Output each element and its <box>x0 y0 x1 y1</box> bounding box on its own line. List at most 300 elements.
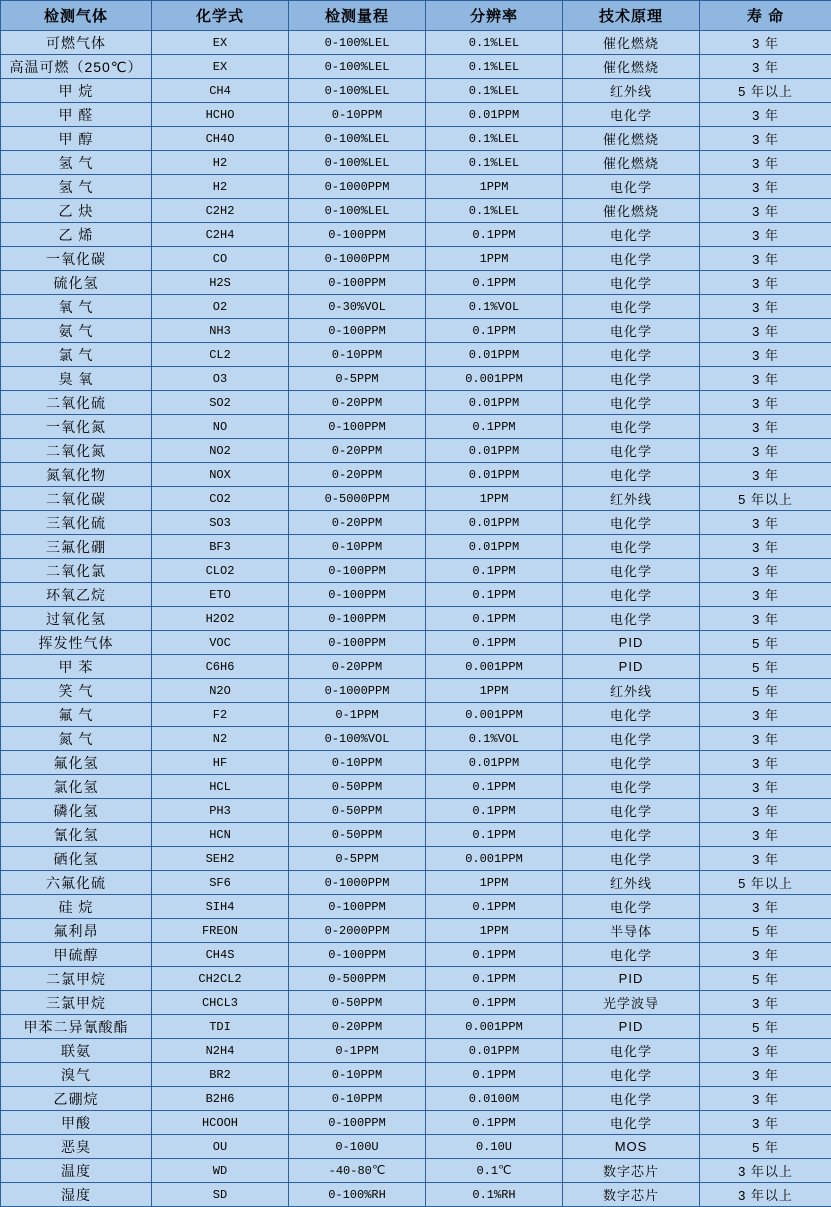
cell-range: 0-100PPM <box>289 631 426 655</box>
cell-range: 0-10PPM <box>289 1087 426 1111</box>
cell-formula: NH3 <box>152 319 289 343</box>
table-row <box>1 583 831 607</box>
cell-formula: C2H4 <box>152 223 289 247</box>
table-row <box>1 535 831 559</box>
cell-range: 0-100PPM <box>289 271 426 295</box>
cell-range: 0-100PPM <box>289 559 426 583</box>
cell-principle: 光学波导 <box>563 991 700 1015</box>
cell-resolution: 0.1PPM <box>426 799 563 823</box>
cell-principle: 电化学 <box>563 247 700 271</box>
cell-formula: EX <box>152 31 289 55</box>
cell-gas: 甲 醇 <box>1 127 152 151</box>
cell-life: 3 年以上 <box>700 1183 831 1207</box>
cell-formula: VOC <box>152 631 289 655</box>
cell-life: 3 年 <box>700 823 831 847</box>
cell-range: 0-1PPM <box>289 1039 426 1063</box>
cell-principle: 电化学 <box>563 271 700 295</box>
cell-range: 0-100%LEL <box>289 31 426 55</box>
table-row <box>1 1135 831 1159</box>
cell-gas: 温度 <box>1 1159 152 1183</box>
cell-resolution: 0.1PPM <box>426 319 563 343</box>
cell-gas: 氮 气 <box>1 727 152 751</box>
cell-range: -40-80℃ <box>289 1159 426 1183</box>
cell-range: 0-50PPM <box>289 799 426 823</box>
cell-resolution: 0.1%RH <box>426 1183 563 1207</box>
cell-formula: H2S <box>152 271 289 295</box>
cell-gas: 环氧乙烷 <box>1 583 152 607</box>
cell-principle: 电化学 <box>563 751 700 775</box>
cell-resolution: 0.001PPM <box>426 703 563 727</box>
cell-resolution: 0.0100M <box>426 1087 563 1111</box>
cell-range: 0-20PPM <box>289 655 426 679</box>
cell-resolution: 0.1PPM <box>426 583 563 607</box>
cell-formula: BF3 <box>152 535 289 559</box>
column-header-range: 检测量程 <box>289 1 426 31</box>
cell-life: 3 年 <box>700 271 831 295</box>
cell-life: 3 年 <box>700 199 831 223</box>
cell-gas: 三氧化硫 <box>1 511 152 535</box>
cell-gas: 氟 气 <box>1 703 152 727</box>
cell-formula: CO2 <box>152 487 289 511</box>
cell-range: 0-100PPM <box>289 895 426 919</box>
table-row <box>1 871 831 895</box>
cell-gas: 甲 醛 <box>1 103 152 127</box>
cell-gas: 氯化氢 <box>1 775 152 799</box>
cell-life: 3 年 <box>700 1039 831 1063</box>
cell-formula: NOX <box>152 463 289 487</box>
cell-gas: 硅 烷 <box>1 895 152 919</box>
cell-gas: 硒化氢 <box>1 847 152 871</box>
cell-range: 0-100PPM <box>289 943 426 967</box>
cell-resolution: 0.1PPM <box>426 991 563 1015</box>
cell-formula: CHCL3 <box>152 991 289 1015</box>
table-row <box>1 751 831 775</box>
cell-range: 0-20PPM <box>289 511 426 535</box>
cell-life: 3 年 <box>700 55 831 79</box>
cell-resolution: 0.1PPM <box>426 607 563 631</box>
cell-gas: 可燃气体 <box>1 31 152 55</box>
cell-gas: 高温可燃（250℃） <box>1 55 152 79</box>
cell-resolution: 0.1%VOL <box>426 295 563 319</box>
cell-principle: 电化学 <box>563 823 700 847</box>
cell-gas: 甲硫醇 <box>1 943 152 967</box>
cell-principle: 电化学 <box>563 703 700 727</box>
table-row <box>1 103 831 127</box>
cell-resolution: 0.01PPM <box>426 463 563 487</box>
cell-range: 0-20PPM <box>289 1015 426 1039</box>
cell-formula: SIH4 <box>152 895 289 919</box>
cell-life: 5 年 <box>700 919 831 943</box>
cell-range: 0-100PPM <box>289 607 426 631</box>
cell-gas: 过氧化氢 <box>1 607 152 631</box>
cell-life: 3 年 <box>700 415 831 439</box>
cell-life: 5 年 <box>700 655 831 679</box>
cell-principle: PID <box>563 631 700 655</box>
table-row <box>1 511 831 535</box>
column-header-life: 寿 命 <box>700 1 831 31</box>
cell-principle: 催化燃烧 <box>563 151 700 175</box>
cell-gas: 溴气 <box>1 1063 152 1087</box>
cell-life: 3 年 <box>700 463 831 487</box>
table-row <box>1 439 831 463</box>
cell-life: 3 年 <box>700 1063 831 1087</box>
cell-gas: 甲苯二异氰酸酯 <box>1 1015 152 1039</box>
cell-life: 3 年 <box>700 127 831 151</box>
cell-principle: 电化学 <box>563 607 700 631</box>
cell-resolution: 0.01PPM <box>426 1039 563 1063</box>
cell-formula: PH3 <box>152 799 289 823</box>
cell-resolution: 0.1%LEL <box>426 31 563 55</box>
cell-principle: 催化燃烧 <box>563 127 700 151</box>
cell-resolution: 0.1PPM <box>426 967 563 991</box>
cell-resolution: 0.001PPM <box>426 655 563 679</box>
cell-resolution: 0.1%LEL <box>426 127 563 151</box>
cell-life: 5 年 <box>700 1015 831 1039</box>
cell-principle: 催化燃烧 <box>563 55 700 79</box>
cell-formula: CH4S <box>152 943 289 967</box>
cell-principle: 电化学 <box>563 583 700 607</box>
table-row <box>1 919 831 943</box>
cell-formula: EX <box>152 55 289 79</box>
cell-principle: 电化学 <box>563 775 700 799</box>
cell-gas: 氯 气 <box>1 343 152 367</box>
cell-range: 0-20PPM <box>289 391 426 415</box>
cell-formula: SEH2 <box>152 847 289 871</box>
cell-resolution: 0.1PPM <box>426 271 563 295</box>
cell-range: 0-100%VOL <box>289 727 426 751</box>
cell-formula: HCOOH <box>152 1111 289 1135</box>
cell-resolution: 0.1PPM <box>426 1063 563 1087</box>
cell-resolution: 1PPM <box>426 919 563 943</box>
cell-life: 3 年 <box>700 703 831 727</box>
cell-formula: CH4O <box>152 127 289 151</box>
cell-resolution: 0.01PPM <box>426 751 563 775</box>
table-row <box>1 823 831 847</box>
table-row <box>1 271 831 295</box>
cell-range: 0-100U <box>289 1135 426 1159</box>
cell-resolution: 0.1℃ <box>426 1159 563 1183</box>
cell-gas: 氧 气 <box>1 295 152 319</box>
cell-principle: PID <box>563 655 700 679</box>
cell-gas: 挥发性气体 <box>1 631 152 655</box>
table-row <box>1 895 831 919</box>
cell-life: 3 年 <box>700 1111 831 1135</box>
table-row <box>1 295 831 319</box>
cell-formula: SF6 <box>152 871 289 895</box>
cell-principle: 电化学 <box>563 559 700 583</box>
cell-gas: 三氟化硼 <box>1 535 152 559</box>
cell-principle: PID <box>563 967 700 991</box>
cell-range: 0-2000PPM <box>289 919 426 943</box>
cell-life: 3 年 <box>700 559 831 583</box>
cell-resolution: 0.001PPM <box>426 367 563 391</box>
cell-gas: 二氯甲烷 <box>1 967 152 991</box>
table-row <box>1 607 831 631</box>
cell-range: 0-1000PPM <box>289 871 426 895</box>
cell-resolution: 1PPM <box>426 175 563 199</box>
cell-principle: 电化学 <box>563 439 700 463</box>
cell-gas: 甲酸 <box>1 1111 152 1135</box>
cell-formula: B2H6 <box>152 1087 289 1111</box>
table-row <box>1 559 831 583</box>
cell-principle: 电化学 <box>563 535 700 559</box>
table-row <box>1 223 831 247</box>
cell-gas: 氨 气 <box>1 319 152 343</box>
cell-gas: 乙 烯 <box>1 223 152 247</box>
cell-life: 3 年以上 <box>700 1159 831 1183</box>
table-row <box>1 967 831 991</box>
cell-gas: 氢 气 <box>1 175 152 199</box>
table-row <box>1 1039 831 1063</box>
cell-range: 0-10PPM <box>289 103 426 127</box>
cell-resolution: 0.01PPM <box>426 103 563 127</box>
cell-principle: MOS <box>563 1135 700 1159</box>
table-row <box>1 199 831 223</box>
table-row <box>1 1015 831 1039</box>
cell-range: 0-50PPM <box>289 823 426 847</box>
cell-gas: 甲 烷 <box>1 79 152 103</box>
cell-principle: 电化学 <box>563 943 700 967</box>
cell-life: 3 年 <box>700 583 831 607</box>
cell-principle: 催化燃烧 <box>563 31 700 55</box>
cell-resolution: 0.1%LEL <box>426 55 563 79</box>
table-row <box>1 1159 831 1183</box>
cell-formula: BR2 <box>152 1063 289 1087</box>
cell-range: 0-100%LEL <box>289 151 426 175</box>
cell-formula: CO <box>152 247 289 271</box>
column-header-gas: 检测气体 <box>1 1 152 31</box>
cell-formula: NO <box>152 415 289 439</box>
cell-resolution: 0.1PPM <box>426 1111 563 1135</box>
cell-formula: NO2 <box>152 439 289 463</box>
cell-range: 0-20PPM <box>289 463 426 487</box>
cell-resolution: 0.01PPM <box>426 511 563 535</box>
cell-principle: 电化学 <box>563 295 700 319</box>
table-row <box>1 127 831 151</box>
cell-formula: H2 <box>152 151 289 175</box>
cell-life: 5 年 <box>700 1135 831 1159</box>
cell-range: 0-50PPM <box>289 775 426 799</box>
table-header-row <box>1 1 831 31</box>
cell-formula: H2O2 <box>152 607 289 631</box>
cell-range: 0-10PPM <box>289 1063 426 1087</box>
cell-formula: F2 <box>152 703 289 727</box>
cell-range: 0-100PPM <box>289 223 426 247</box>
column-header-resolution: 分辨率 <box>426 1 563 31</box>
cell-resolution: 0.1%LEL <box>426 79 563 103</box>
cell-principle: 电化学 <box>563 1111 700 1135</box>
cell-gas: 二氧化氮 <box>1 439 152 463</box>
cell-principle: 电化学 <box>563 511 700 535</box>
cell-life: 3 年 <box>700 31 831 55</box>
cell-range: 0-100%LEL <box>289 79 426 103</box>
cell-resolution: 1PPM <box>426 247 563 271</box>
cell-principle: 电化学 <box>563 343 700 367</box>
cell-life: 3 年 <box>700 319 831 343</box>
cell-formula: N2 <box>152 727 289 751</box>
cell-principle: 红外线 <box>563 679 700 703</box>
table-row <box>1 31 831 55</box>
cell-formula: SD <box>152 1183 289 1207</box>
cell-formula: N2O <box>152 679 289 703</box>
cell-principle: 红外线 <box>563 79 700 103</box>
cell-principle: 电化学 <box>563 319 700 343</box>
cell-life: 3 年 <box>700 607 831 631</box>
cell-range: 0-10PPM <box>289 343 426 367</box>
cell-range: 0-5PPM <box>289 367 426 391</box>
cell-life: 3 年 <box>700 727 831 751</box>
cell-life: 3 年 <box>700 511 831 535</box>
table-row <box>1 487 831 511</box>
cell-gas: 甲 苯 <box>1 655 152 679</box>
cell-resolution: 0.1PPM <box>426 223 563 247</box>
cell-formula: HCHO <box>152 103 289 127</box>
cell-life: 3 年 <box>700 175 831 199</box>
cell-gas: 氟利昂 <box>1 919 152 943</box>
cell-gas: 二氧化碳 <box>1 487 152 511</box>
cell-range: 0-100PPM <box>289 583 426 607</box>
cell-resolution: 0.1PPM <box>426 559 563 583</box>
cell-resolution: 0.1PPM <box>426 895 563 919</box>
table-row <box>1 175 831 199</box>
cell-range: 0-100%LEL <box>289 127 426 151</box>
table-row <box>1 391 831 415</box>
cell-principle: 电化学 <box>563 1039 700 1063</box>
cell-life: 5 年 <box>700 967 831 991</box>
cell-formula: SO2 <box>152 391 289 415</box>
table-row <box>1 799 831 823</box>
cell-gas: 氰化氢 <box>1 823 152 847</box>
cell-principle: 电化学 <box>563 895 700 919</box>
cell-principle: 电化学 <box>563 1087 700 1111</box>
cell-range: 0-50PPM <box>289 991 426 1015</box>
cell-principle: 红外线 <box>563 487 700 511</box>
cell-life: 3 年 <box>700 391 831 415</box>
cell-principle: 电化学 <box>563 727 700 751</box>
cell-life: 3 年 <box>700 247 831 271</box>
cell-life: 5 年以上 <box>700 79 831 103</box>
cell-gas: 一氧化氮 <box>1 415 152 439</box>
cell-range: 0-500PPM <box>289 967 426 991</box>
cell-formula: HCL <box>152 775 289 799</box>
cell-formula: H2 <box>152 175 289 199</box>
cell-range: 0-30%VOL <box>289 295 426 319</box>
cell-range: 0-20PPM <box>289 439 426 463</box>
cell-resolution: 0.1%LEL <box>426 199 563 223</box>
cell-formula: HCN <box>152 823 289 847</box>
cell-range: 0-100PPM <box>289 1111 426 1135</box>
cell-principle: 红外线 <box>563 871 700 895</box>
cell-formula: O3 <box>152 367 289 391</box>
cell-gas: 二氧化氯 <box>1 559 152 583</box>
cell-range: 0-5PPM <box>289 847 426 871</box>
cell-formula: SO3 <box>152 511 289 535</box>
table-row <box>1 367 831 391</box>
cell-gas: 臭 氧 <box>1 367 152 391</box>
cell-life: 3 年 <box>700 775 831 799</box>
table-row <box>1 775 831 799</box>
cell-life: 3 年 <box>700 847 831 871</box>
cell-formula: CH2CL2 <box>152 967 289 991</box>
cell-principle: 数字芯片 <box>563 1159 700 1183</box>
cell-life: 3 年 <box>700 895 831 919</box>
cell-life: 3 年 <box>700 943 831 967</box>
cell-life: 3 年 <box>700 991 831 1015</box>
cell-formula: C2H2 <box>152 199 289 223</box>
cell-principle: 电化学 <box>563 1063 700 1087</box>
cell-gas: 乙 炔 <box>1 199 152 223</box>
cell-resolution: 0.1PPM <box>426 631 563 655</box>
cell-formula: TDI <box>152 1015 289 1039</box>
cell-gas: 恶臭 <box>1 1135 152 1159</box>
cell-formula: C6H6 <box>152 655 289 679</box>
cell-gas: 笑 气 <box>1 679 152 703</box>
table-row <box>1 79 831 103</box>
cell-resolution: 0.001PPM <box>426 1015 563 1039</box>
cell-formula: OU <box>152 1135 289 1159</box>
cell-principle: 电化学 <box>563 103 700 127</box>
cell-principle: 数字芯片 <box>563 1183 700 1207</box>
cell-resolution: 0.001PPM <box>426 847 563 871</box>
cell-range: 0-10PPM <box>289 751 426 775</box>
cell-resolution: 0.1PPM <box>426 823 563 847</box>
cell-range: 0-100%LEL <box>289 199 426 223</box>
cell-gas: 氮氧化物 <box>1 463 152 487</box>
cell-resolution: 1PPM <box>426 679 563 703</box>
cell-range: 0-10PPM <box>289 535 426 559</box>
table-row <box>1 319 831 343</box>
cell-resolution: 0.01PPM <box>426 391 563 415</box>
table-row <box>1 1087 831 1111</box>
table-row <box>1 943 831 967</box>
cell-principle: 电化学 <box>563 391 700 415</box>
table-row <box>1 1111 831 1135</box>
cell-formula: ETO <box>152 583 289 607</box>
table-row <box>1 1183 831 1207</box>
cell-formula: FREON <box>152 919 289 943</box>
cell-life: 3 年 <box>700 439 831 463</box>
cell-formula: CLO2 <box>152 559 289 583</box>
cell-life: 3 年 <box>700 343 831 367</box>
cell-range: 0-1PPM <box>289 703 426 727</box>
cell-formula: WD <box>152 1159 289 1183</box>
cell-life: 5 年 <box>700 679 831 703</box>
cell-gas: 硫化氢 <box>1 271 152 295</box>
table-row <box>1 55 831 79</box>
table-row <box>1 463 831 487</box>
cell-gas: 乙硼烷 <box>1 1087 152 1111</box>
cell-principle: 电化学 <box>563 175 700 199</box>
cell-gas: 氟化氢 <box>1 751 152 775</box>
cell-life: 3 年 <box>700 799 831 823</box>
table-row <box>1 631 831 655</box>
cell-gas: 二氧化硫 <box>1 391 152 415</box>
cell-resolution: 0.1PPM <box>426 775 563 799</box>
table-row <box>1 727 831 751</box>
column-header-principle: 技术原理 <box>563 1 700 31</box>
cell-range: 0-1000PPM <box>289 175 426 199</box>
cell-life: 3 年 <box>700 295 831 319</box>
cell-life: 3 年 <box>700 103 831 127</box>
cell-gas: 氢 气 <box>1 151 152 175</box>
cell-life: 3 年 <box>700 1087 831 1111</box>
cell-life: 3 年 <box>700 751 831 775</box>
cell-principle: 半导体 <box>563 919 700 943</box>
table-row <box>1 991 831 1015</box>
cell-range: 0-100%LEL <box>289 55 426 79</box>
cell-life: 3 年 <box>700 223 831 247</box>
cell-life: 5 年以上 <box>700 487 831 511</box>
